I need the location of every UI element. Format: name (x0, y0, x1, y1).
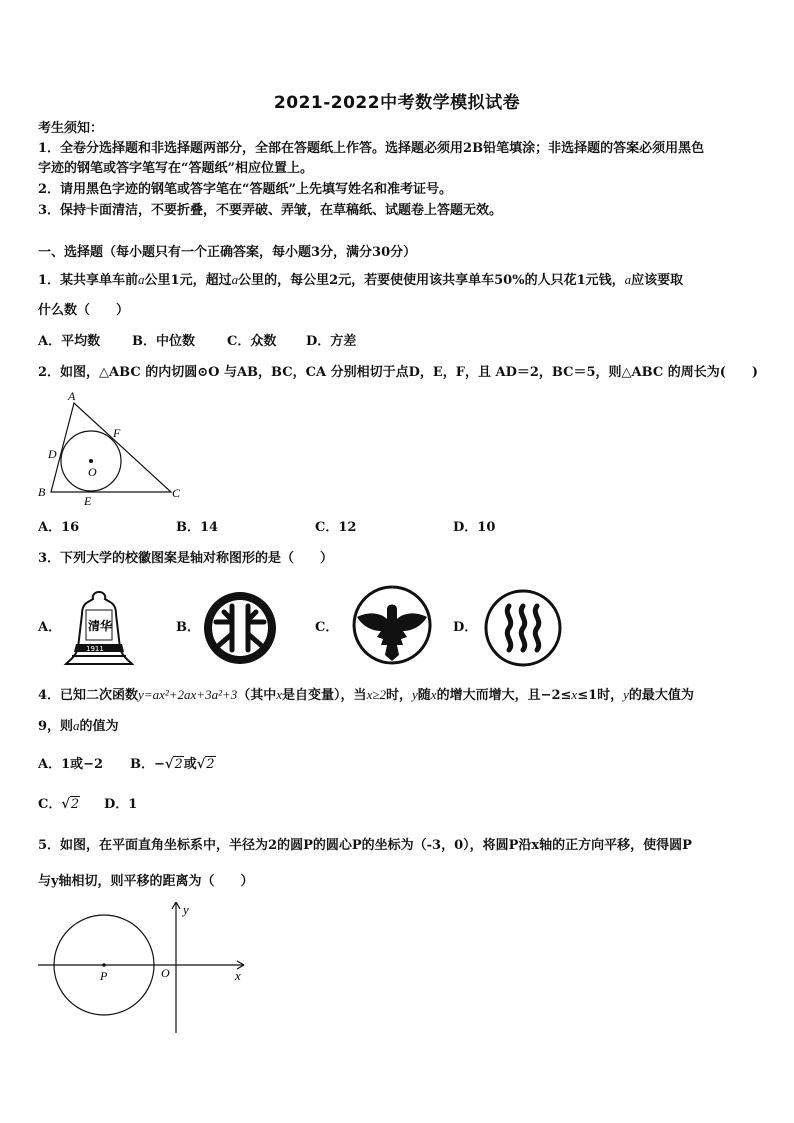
coordinate-circle-figure (36, 898, 250, 1038)
notice-line-2: 字迹的钢笔或答字笔写在“答题纸”相应位置上。 (38, 161, 313, 176)
question-1-line-2: 什么数（ ） (38, 303, 130, 318)
question-5-line-2: 与y轴相切，则平移的距离为（ ） (38, 874, 254, 889)
peking-badge-icon (202, 590, 278, 666)
q3-option-d[interactable]: D． (453, 620, 478, 635)
q2-option-b[interactable]: B．14 (176, 520, 219, 535)
question-5-line-1: 5．如图，在平面直角坐标系中，半径为2的圆P的圆心P的坐标为（-3，0），将圆P沿x轴的正方向平移，使得圆P (38, 838, 692, 853)
q4-option-c[interactable]: C．√2 (38, 797, 80, 812)
notice-line-1: 1．全卷分选择题和非选择题两部分，全部在答题纸上作答。选择题必须用2B铅笔填涂；非选择题的答案必须用黑色 (38, 141, 705, 156)
q2-option-c[interactable]: C．12 (315, 520, 357, 535)
question-2-text: 2．如图，△ABC 的内切圆⊙O 与AB，BC，CA 分别相切于点D，E，F，且 AD＝2，BC＝5，则△ABC 的周长为( ) (38, 365, 759, 380)
q4-option-a[interactable]: A．1或−2 (38, 757, 104, 772)
question-4-line-1: 4．已知二次函数y=ax²+2ax+3a²+3（其中x是自变量），当x≥2时，y随x的增大而增大，且−2≤x≤1时，y的最大值为 (38, 687, 694, 703)
label-o: O (88, 465, 97, 479)
label-d: D (48, 447, 57, 461)
label-p: P (100, 969, 108, 983)
label-y: y (183, 902, 189, 917)
center-point-o (89, 459, 93, 463)
label-b: B (38, 485, 46, 499)
question-3-text: 3．下列大学的校徽图案是轴对称图形的是（ ） (38, 551, 334, 566)
eagle-badge-icon (349, 585, 435, 665)
label-a: A (68, 389, 76, 403)
notice-line-3: 2．请用黑色字迹的钢笔或答字笔在“答题纸”上先填写姓名和准考证号。 (38, 182, 453, 197)
triangle-abc (51, 403, 171, 492)
center-point-p (102, 963, 106, 967)
notice-line-4: 3．保持卡面清洁，不要折叠，不要弄破、弄皱，在草稿纸、试题卷上答题无效。 (38, 203, 503, 218)
q1-option-c[interactable]: C．众数 (227, 334, 277, 349)
q1-option-b[interactable]: B．中位数 (132, 334, 195, 349)
q4-option-b[interactable]: B．−√2或√2 (130, 757, 215, 772)
tsinghua-badge-icon (62, 590, 136, 670)
label-x: x (235, 968, 241, 983)
label-f: F (113, 426, 121, 440)
q4-option-d[interactable]: D．1 (104, 797, 138, 812)
question-1-line-1: 1．某共享单车前a公里1元，超过a公里的，每公里2元，若要使使用该共享单车50%的人只花1元钱，a应该要取 (38, 272, 684, 288)
notice-heading: 考生须知： (38, 121, 104, 136)
q3-option-b[interactable]: B． (176, 620, 200, 635)
q2-option-d[interactable]: D．10 (453, 520, 496, 535)
label-origin: O (161, 966, 170, 980)
label-e: E (84, 494, 92, 508)
triangle-incircle-figure (34, 388, 184, 508)
q1-option-d[interactable]: D．方差 (306, 334, 357, 349)
svg-text:清华: 清华 (88, 619, 113, 633)
q3-option-c[interactable]: C． (315, 620, 339, 635)
question-4-line-2: 9，则a的值为 (38, 718, 119, 734)
q2-option-a[interactable]: A．16 (38, 520, 80, 535)
section-heading: 一、选择题（每小题只有一个正确答案，每小题3分，满分30分） (38, 245, 417, 260)
q3-option-a[interactable]: A． (38, 620, 62, 635)
label-c: C (172, 486, 181, 500)
page-title: 2021-2022中考数学模拟试卷 (273, 93, 521, 113)
q1-option-a[interactable]: A．平均数 (38, 334, 101, 349)
waves-badge-icon (483, 588, 563, 668)
svg-text:1911: 1911 (86, 645, 104, 653)
